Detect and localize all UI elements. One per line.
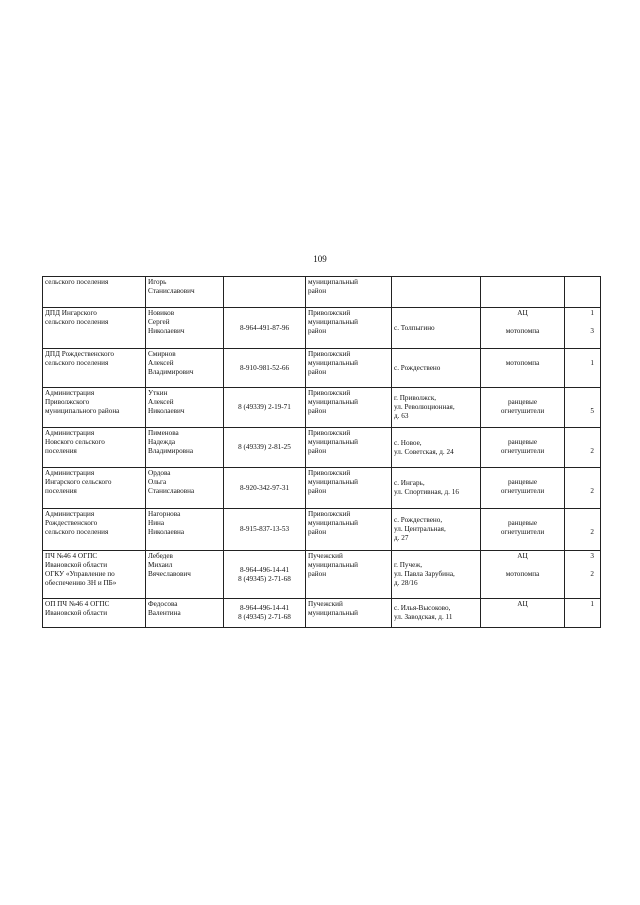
contact-person-cell xyxy=(146,388,224,428)
contact-person-cell xyxy=(146,277,224,308)
count-cell-line: 3 xyxy=(590,552,594,560)
count-cell xyxy=(565,308,601,349)
equipment-cell-line: мотопомпа xyxy=(505,327,540,335)
equipment-cell-line: огнетушители xyxy=(500,407,545,415)
equipment-cell-line xyxy=(483,389,562,398)
org-cell-line: Новского сельского xyxy=(45,438,105,446)
equipment-cell xyxy=(481,388,565,428)
address-cell xyxy=(392,277,481,308)
org-cell-line: Ингарского сельского xyxy=(45,478,112,486)
count-cell-line: 1 xyxy=(590,359,594,367)
address-cell-line: с. Толпыгино xyxy=(394,323,435,332)
address-cell xyxy=(392,308,481,349)
contact-person-cell-line: Валентина xyxy=(148,609,181,617)
count-cell-line xyxy=(567,318,594,327)
org-cell xyxy=(43,468,146,509)
address-cell-line: д. 28/16 xyxy=(394,579,418,587)
phone-cell-line: 8-964-496-14-41 xyxy=(239,604,290,612)
district-cell-line: Приволжский xyxy=(308,469,351,477)
district-cell-line: район xyxy=(308,368,327,376)
equipment-cell-line xyxy=(483,510,562,519)
contact-person-cell-line: Владимирович xyxy=(148,368,194,376)
address-cell-line: с. Илья-Высоково, xyxy=(394,604,451,612)
contact-person-cell-line: Сергей xyxy=(148,318,170,326)
org-cell-line: муниципального района xyxy=(45,407,120,415)
equipment-cell xyxy=(481,551,565,599)
district-cell xyxy=(306,468,392,509)
address-cell-line: с. Новое, xyxy=(394,438,422,447)
district-cell-line: Приволжский xyxy=(308,309,351,317)
equipment-cell-line: огнетушители xyxy=(500,528,545,536)
address-cell-line: д. 63 xyxy=(394,412,409,420)
phone-cell-line: 8 (49345) 2-71-68 xyxy=(238,613,291,621)
equipment-cell xyxy=(481,468,565,509)
count-cell xyxy=(565,349,601,388)
contact-person-cell-line: Лебедев xyxy=(148,552,173,560)
count-cell-line: 1 xyxy=(590,309,594,317)
phone-cell xyxy=(224,308,306,349)
table-row xyxy=(43,468,601,509)
district-cell xyxy=(306,349,392,388)
district-cell-line: муниципальный xyxy=(308,478,359,486)
equipment-cell-line: АЦ xyxy=(517,600,528,608)
equipment-cell-line: ранцевые xyxy=(507,438,538,446)
district-cell-line: муниципальный xyxy=(308,519,359,527)
district-cell-line: район xyxy=(308,407,327,415)
contact-person-cell-line: Алексей xyxy=(148,398,174,406)
district-cell-line: муниципальный xyxy=(308,318,359,326)
org-cell-line: ДПД Рождественского xyxy=(45,350,115,358)
district-cell-line: муниципальный xyxy=(308,438,359,446)
district-cell-line: муниципальный xyxy=(308,398,359,406)
equipment-cell-line: АЦ xyxy=(517,309,528,317)
contact-person-cell-line: Владимировна xyxy=(148,447,194,455)
contact-person-cell xyxy=(146,509,224,551)
count-cell-line: 2 xyxy=(590,447,594,455)
count-cell-line xyxy=(567,350,594,359)
table-row xyxy=(43,428,601,468)
contact-person-cell xyxy=(146,551,224,599)
district-cell-line: муниципальный xyxy=(308,278,359,286)
district-cell-line: Приволжский xyxy=(308,350,351,358)
org-cell-line: ОП ПЧ №46 4 ОГПС xyxy=(45,600,110,608)
table-row xyxy=(43,509,601,551)
org-cell-line: ОГКУ «Управление по xyxy=(45,570,115,578)
phone-cell xyxy=(224,509,306,551)
phone-cell-line: 8-964-496-14-41 xyxy=(239,565,290,574)
address-cell-line: ул. Спортивная, д. 16 xyxy=(394,488,459,496)
district-cell-line: район xyxy=(308,528,327,536)
org-cell-line: поселения xyxy=(45,487,77,495)
address-cell-line: ул. Павла Зарубина, xyxy=(394,570,455,578)
phone-cell xyxy=(224,551,306,599)
table-row xyxy=(43,551,601,599)
org-cell xyxy=(43,308,146,349)
phone-cell xyxy=(224,277,306,308)
contact-person-cell-line: Ордова xyxy=(148,469,171,477)
org-cell-line: поселения xyxy=(45,447,77,455)
contact-person-cell-line: Пименова xyxy=(148,429,179,437)
phone-cell-line: 8-920-342-97-31 xyxy=(239,483,290,492)
phone-cell xyxy=(224,388,306,428)
phone-cell-line: 8-964-491-87-96 xyxy=(239,323,290,332)
count-cell-line: 2 xyxy=(590,487,594,495)
district-cell-line: Приволжский xyxy=(308,429,351,437)
address-cell-line: с. Рождествено xyxy=(394,363,441,372)
phone-cell xyxy=(224,599,306,628)
district-cell xyxy=(306,599,392,628)
district-cell xyxy=(306,509,392,551)
count-cell-line: 2 xyxy=(590,528,594,536)
org-cell xyxy=(43,277,146,308)
equipment-cell xyxy=(481,428,565,468)
address-cell xyxy=(392,599,481,628)
table-row xyxy=(43,388,601,428)
contact-person-cell-line: Уткин xyxy=(148,389,168,397)
phone-cell xyxy=(224,349,306,388)
equipment-cell-line xyxy=(483,350,562,359)
phone-cell-line: 8 (49345) 2-71-68 xyxy=(238,574,291,583)
district-cell-line: Приволжский xyxy=(308,510,351,518)
address-cell-line: с. Ингарь, xyxy=(394,479,425,487)
address-cell xyxy=(392,551,481,599)
address-cell-line: ул. Революционная, xyxy=(394,403,455,411)
district-cell xyxy=(306,428,392,468)
org-cell-line: обеспечению ЗН и ПБ» xyxy=(45,579,117,587)
phone-cell-line: 8-910-981-52-66 xyxy=(239,363,290,372)
equipment-cell-line: мотопомпа xyxy=(505,570,540,578)
contact-person-cell-line: Игорь xyxy=(148,278,167,286)
count-cell-line xyxy=(567,478,594,487)
contact-person-cell-line: Станиславовна xyxy=(148,487,195,495)
page-number: 109 xyxy=(313,254,327,264)
district-cell-line: район xyxy=(308,570,327,578)
org-cell-line: Администрация xyxy=(45,469,95,477)
address-cell-line: г. Пучеж, xyxy=(394,561,423,569)
address-cell xyxy=(392,468,481,509)
district-cell-line: район xyxy=(308,287,327,295)
count-cell-line xyxy=(567,519,594,528)
equipment-cell-line: ранцевые xyxy=(507,519,538,527)
district-cell-line: Пучежский xyxy=(308,552,343,560)
equipment-cell xyxy=(481,349,565,388)
district-cell-line: район xyxy=(308,327,327,335)
equipment-cell-line: АЦ xyxy=(517,552,528,560)
phone-cell-line: 8 (49339) 2-19-71 xyxy=(238,403,291,411)
contact-person-cell-line: Нагорнова xyxy=(148,510,181,518)
contact-person-cell-line: Смирнов xyxy=(148,350,176,358)
org-cell-line: сельского поселения xyxy=(45,318,109,326)
count-cell xyxy=(565,388,601,428)
org-cell-line: сельского поселения xyxy=(45,278,109,286)
address-cell xyxy=(392,349,481,388)
table-row xyxy=(43,277,601,308)
count-cell-line: 3 xyxy=(590,327,594,335)
contact-person-cell-line: Николаевич xyxy=(148,327,185,335)
equipment-cell xyxy=(481,599,565,628)
count-cell-line: 2 xyxy=(590,570,594,578)
district-cell-line: муниципальный xyxy=(308,561,359,569)
count-cell xyxy=(565,599,601,628)
table-row xyxy=(43,349,601,388)
district-cell-line: муниципальный xyxy=(308,609,359,617)
org-cell-line: Администрация xyxy=(45,510,95,518)
phone-cell xyxy=(224,468,306,509)
equipment-cell xyxy=(481,277,565,308)
district-cell-line: район xyxy=(308,447,327,455)
address-cell xyxy=(392,509,481,551)
contact-person-cell-line: Нина xyxy=(148,519,165,527)
org-cell xyxy=(43,428,146,468)
count-cell-line xyxy=(567,438,594,447)
district-cell-line: Пучежский xyxy=(308,600,343,608)
count-cell-line xyxy=(567,429,594,438)
district-cell xyxy=(306,277,392,308)
district-cell-line: район xyxy=(308,487,327,495)
contact-person-cell-line: Федосова xyxy=(148,600,178,608)
contact-person-cell-line: Станиславович xyxy=(148,287,195,295)
count-cell xyxy=(565,551,601,599)
contact-person-cell xyxy=(146,428,224,468)
count-cell xyxy=(565,428,601,468)
count-cell-line xyxy=(567,389,594,398)
org-cell xyxy=(43,551,146,599)
org-cell-line: Приволжского xyxy=(45,398,90,406)
org-cell-line: Ивановской области xyxy=(45,561,108,569)
equipment-cell-line xyxy=(483,561,562,570)
phone-cell-line: 8-915-837-13-53 xyxy=(239,525,290,533)
org-cell-line: ПЧ №46 4 ОГПС xyxy=(45,552,98,560)
count-cell xyxy=(565,509,601,551)
equipment-cell-line: огнетушители xyxy=(500,447,545,455)
org-cell xyxy=(43,599,146,628)
phone-cell xyxy=(224,428,306,468)
address-cell-line: ул. Центральная, xyxy=(394,525,446,533)
org-cell-line: Рождественского xyxy=(45,519,98,527)
equipment-table xyxy=(42,276,601,628)
org-cell-line: ДПД Ингарского xyxy=(45,309,97,317)
contact-person-cell xyxy=(146,599,224,628)
equipment-cell-line xyxy=(483,469,562,478)
org-cell-line: Администрация xyxy=(45,429,95,437)
count-cell xyxy=(565,468,601,509)
contact-person-cell-line: Ольга xyxy=(148,478,167,486)
table-body xyxy=(43,277,601,628)
equipment-cell-line xyxy=(483,318,562,327)
count-cell-line xyxy=(567,561,594,570)
contact-person-cell-line: Надежда xyxy=(148,438,176,446)
district-cell xyxy=(306,551,392,599)
count-cell-line xyxy=(567,510,594,519)
district-cell xyxy=(306,308,392,349)
count-cell-line xyxy=(567,398,594,407)
contact-person-cell-line: Михаил xyxy=(148,561,173,569)
equipment-cell-line: ранцевые xyxy=(507,398,538,406)
contact-person-cell-line: Новиков xyxy=(148,309,175,317)
org-cell-line: сельского поселения xyxy=(45,359,109,367)
district-cell-line: Приволжский xyxy=(308,389,351,397)
address-cell-line: д. 27 xyxy=(394,534,409,542)
equipment-cell-line: мотопомпа xyxy=(505,359,540,367)
org-cell-line: Администрация xyxy=(45,389,95,397)
contact-person-cell-line: Алексей xyxy=(148,359,174,367)
address-cell-line: г. Приволжск, xyxy=(394,394,437,402)
equipment-cell-line: ранцевые xyxy=(507,478,538,486)
address-cell-line: ул. Советская, д. 24 xyxy=(394,447,454,456)
contact-person-cell-line: Николаевич xyxy=(148,407,185,415)
org-cell xyxy=(43,388,146,428)
equipment-cell-line xyxy=(483,429,562,438)
contact-person-cell-line: Вячеславович xyxy=(148,570,191,578)
org-cell-line: Ивановской области xyxy=(45,609,108,617)
phone-cell-line: 8 (49339) 2-81-25 xyxy=(238,443,291,451)
address-cell-line: ул. Заводская, д. 11 xyxy=(394,613,453,621)
address-cell xyxy=(392,428,481,468)
org-cell xyxy=(43,349,146,388)
contact-person-cell xyxy=(146,349,224,388)
district-cell xyxy=(306,388,392,428)
count-cell xyxy=(565,277,601,308)
org-cell-line: сельского поселения xyxy=(45,528,109,536)
address-cell xyxy=(392,388,481,428)
table-row xyxy=(43,308,601,349)
count-cell-line: 1 xyxy=(590,600,594,608)
address-cell-line: с. Рождествено, xyxy=(394,516,443,524)
count-cell-line xyxy=(567,469,594,478)
equipment-cell-line: огнетушители xyxy=(500,487,545,495)
contact-person-cell xyxy=(146,308,224,349)
contact-person-cell-line: Николаевна xyxy=(148,528,185,536)
equipment-cell xyxy=(481,509,565,551)
count-cell-line: 5 xyxy=(590,407,594,415)
district-cell-line: муниципальный xyxy=(308,359,359,367)
equipment-cell xyxy=(481,308,565,349)
table-row xyxy=(43,599,601,628)
org-cell xyxy=(43,509,146,551)
contact-person-cell xyxy=(146,468,224,509)
